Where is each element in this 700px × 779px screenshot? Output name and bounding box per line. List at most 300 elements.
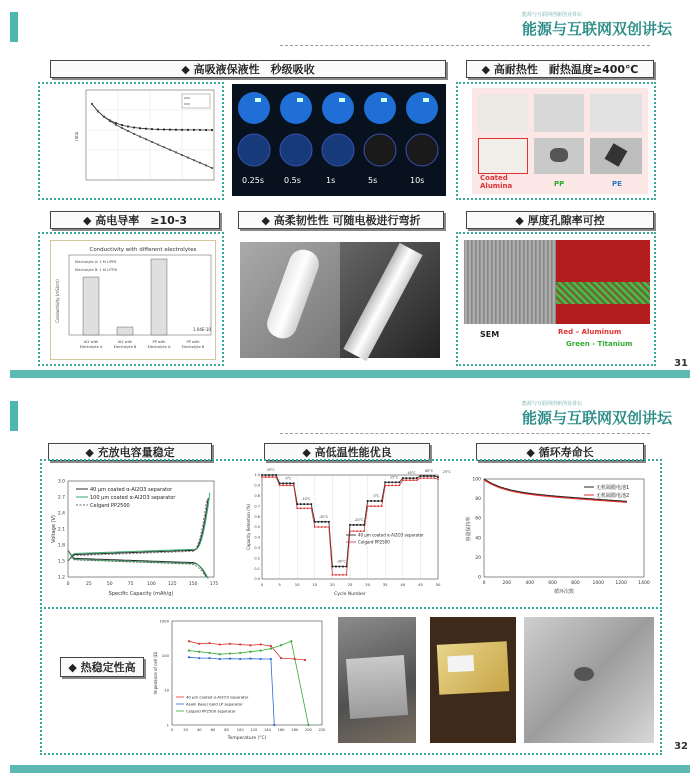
droplet-bottom [280,134,312,166]
page-number: 32 [674,741,688,752]
temp-point [300,503,302,505]
logo-subtitle: 能源与互联网创新创业讲坛 [521,12,582,18]
impedance-legend-label: Celgard PP2500 separator [186,708,236,714]
temp-xtick: 20 [329,582,335,587]
impedance-point [270,645,272,647]
temp-point [381,500,383,502]
temp-point [303,507,305,509]
droplet-highlight [381,98,387,102]
impedance-xtick: 80 [224,728,229,732]
cycle-xtick: 800 [571,581,580,586]
temp-point [346,574,348,576]
temp-point [293,482,295,484]
temp-point [346,566,348,568]
temp-xtick: 35 [382,582,388,587]
impedance-xtick: 180 [291,728,299,732]
impedance-point [249,651,251,653]
temp-level-label: 40°C [407,471,416,476]
temp-point [332,574,334,576]
impedance-point [188,656,190,658]
temp-point [374,500,376,502]
temp-point [332,566,334,568]
impedance-point [229,658,231,660]
impedance-xtick: 20 [183,728,188,732]
thermal-photo-2 [430,617,516,743]
charge-xlabel: Specific Capacity (mAh/g) [108,591,174,597]
charge-ytick: 1.8 [57,543,65,549]
temp-point [398,481,400,483]
temp-point [296,503,298,505]
absorb-point [151,128,153,130]
cycle-chart [462,469,652,599]
temp-point [314,526,316,528]
impedance-point [198,643,200,645]
absorb-point [157,128,159,130]
temp-point [420,475,422,477]
conductivity-category: Electrolyte A [79,345,103,349]
temp-point [349,530,351,532]
temp-level-label: 0°C [373,494,380,498]
logo [521,401,672,428]
temp-level-label: 25°C [390,475,398,480]
temp-point [395,481,397,483]
absorb-point [115,124,117,126]
temp-point [367,505,369,507]
impedance-ytick: 1 [166,722,169,728]
impedance-point [198,657,200,659]
temp-point [430,477,432,479]
charge-xtick: 50 [106,582,113,587]
absorb-point [97,110,99,112]
temp-point [377,505,379,507]
temp-ytick: 0.3 [254,546,260,550]
temp-ytick: 0.5 [254,525,260,530]
charge-xtick: 0 [66,582,70,587]
temp-point [307,507,309,509]
temp-point [423,477,425,479]
temp-level-label: -20°C [354,517,364,522]
cycle-ytick: 60 [475,516,481,522]
conductivity-category: Electrolyte A [147,345,171,349]
conductivity-category: Electrolyte B [113,345,137,349]
absorb-point [133,133,135,135]
temp-point [374,505,376,507]
logo [521,12,672,39]
charge-ytick: 2.7 [57,495,65,501]
absorb-point [181,154,183,156]
temp-level-label: -20°C [319,514,329,519]
title-flex: ◆ 高柔韧性性 可随电极进行弯折 [238,211,444,229]
temp-point [367,500,369,502]
absorb-time-label: 0.25s [242,176,264,185]
alumina-after [478,138,528,174]
temp-point [430,475,432,477]
pe-after [590,138,642,174]
impedance-legend-label: 40 μm coated α-Al2O3 separator [186,694,249,700]
temp-point [427,477,429,479]
impedance-xtick: 140 [264,728,271,732]
charge-legend-label: Celgard PP2500 [90,503,130,509]
header-divider [280,433,650,434]
charge-ytick: 1.2 [57,575,65,581]
cycle-ytick: 20 [475,555,481,561]
temp-point [289,485,291,487]
temp-point [265,476,267,478]
temp-point [384,481,386,483]
temp-point [388,481,390,483]
slide-accent-bar [10,401,18,431]
absorb-time-label: 10s [410,176,425,185]
label-coated-alumina: Coated Alumina [480,174,513,190]
temp-point [339,566,341,568]
temp-point [437,476,439,478]
temp-point [272,476,274,478]
temp-point [412,477,414,479]
temp-point [402,477,404,479]
impedance-point [280,644,282,646]
charge-chart [50,469,220,599]
slide-accent-bar [10,12,18,42]
conductivity-legend-2: Electrolyte B: 1 M LiTFSI [75,268,118,272]
impedance-point [249,658,251,660]
temp-xtick: 30 [365,582,371,587]
temp-level-label: 25°C [442,470,451,475]
cycle-xtick: 1000 [592,581,605,586]
temp-point [296,507,298,509]
temp-point [434,475,436,477]
temp-point [398,485,400,487]
page-number: 31 [674,358,688,369]
absorb-time-label: 0.5s [284,176,301,185]
temp-xtick: 15 [312,582,318,587]
absorb-point [205,129,207,131]
impedance-point [208,642,210,644]
temp-point [317,526,319,528]
temp-point [324,526,326,528]
absorb-point [199,129,201,131]
impedance-ytick: 1000 [159,618,169,624]
droplet-top [280,92,312,124]
logo-title: 能源与互联网双创讲坛 [521,409,672,427]
temp-point [427,475,429,477]
impedance-point [294,658,296,660]
impedance-ytick: 10 [164,687,169,693]
absorb-photo-panel [232,84,446,196]
temp-xtick: 40 [400,582,406,587]
temp-ytick: 0.7 [254,504,260,509]
pp-before [534,94,584,132]
title-thick: ◆ 厚度孔隙率可控 [466,211,654,229]
impedance-point [290,640,292,642]
droplet-bottom [322,134,354,166]
absorb-time-label: 1s [326,176,336,185]
temp-level-label: 0°C [285,476,292,481]
impedance-point [188,640,190,642]
impedance-point [239,652,241,654]
charge-xtick: 175 [209,582,219,587]
cycle-ytick: 40 [475,536,481,542]
temp-point [293,485,295,487]
temp-point [402,479,404,481]
impedance-point [260,658,262,660]
sem-image [464,240,556,324]
slide-32 [0,395,700,779]
footer-bar [10,765,690,773]
droplet-top [238,92,270,124]
absorb-point [211,129,213,131]
charge-xtick: 25 [85,582,92,587]
impedance-point [219,658,221,660]
title-temp: ◆ 高低温性能优良 [264,443,430,461]
cycle-legend-label: 无机隔膜电池2 [596,493,630,499]
cycle-xtick: 1200 [615,581,627,586]
temp-ytick: 0.9 [254,483,260,488]
temp-point [324,521,326,523]
temp-point [328,526,330,528]
temp-point [303,503,305,505]
charge-ytick: 3.0 [57,479,65,485]
droplet-highlight [255,98,261,102]
impedance-xtick: 40 [196,728,202,732]
temp-ytick: 0.8 [254,494,260,498]
impedance-legend-label: Asahi Kasei Gold LP separator [186,701,243,707]
impedance-xtick: 120 [250,728,258,732]
temp-point [321,521,323,523]
temp-ylabel: Capacity Retention (%) [246,503,251,551]
temp-point [409,477,411,479]
title-cycle: ◆ 循环寿命长 [476,443,644,461]
charge-ytick: 1.5 [57,559,65,565]
impedance-point [239,643,241,645]
temp-point [317,521,319,523]
impedance-ytick: 100 [161,652,169,658]
droplet-bottom [238,134,270,166]
temp-chart [246,467,451,599]
logo-subtitle: 能源与互联网创新创业讲坛 [521,401,582,407]
absorb-point [145,138,147,140]
title-thermal: ◆ 热稳定性高 [60,657,144,677]
temp-point [342,566,344,568]
temp-point [279,482,281,484]
label-pe: PE [612,180,622,188]
absorb-point [199,162,201,164]
impedance-xtick: 220 [318,728,326,732]
temp-level-label: -10°C [301,497,311,502]
temp-ytick: 0.2 [254,556,260,561]
temp-point [377,500,379,502]
temp-legend-label: 40 μm coated α-Al2O3 separator [358,532,424,538]
temp-ytick: 0.6 [254,514,260,519]
impedance-point [270,658,272,660]
absorb-point [121,127,123,129]
temp-point [420,477,422,479]
charge-ytick: 2.4 [57,511,65,517]
temp-xtick: 50 [435,582,441,587]
edx-map [556,240,650,324]
absorb-point [211,167,213,169]
cycle-xlabel: 循环次数 [553,589,575,595]
impedance-xtick: 100 [236,728,244,732]
temp-point [353,524,355,526]
temp-ytick: 0.1 [254,566,260,571]
temp-point [314,521,316,523]
sem-red-label: Red – Aluminum [558,328,622,336]
temp-ytick: 0.0 [254,577,260,582]
conductivity-ylabel: Conductivity (mS/cm) [55,279,60,323]
title-conduct: ◆ 高电导率 ≥10-3 [50,211,220,229]
temp-point [275,476,277,478]
charge-ytick: 2.1 [57,527,65,533]
conductivity-legend-1: Electrolyte A: 1 M LiPF6 [75,260,117,264]
impedance-point [229,643,231,645]
conductivity-category: Electrolyte B [181,345,205,349]
temp-point [328,521,330,523]
temp-point [434,477,436,479]
temp-point [353,530,355,532]
droplet-highlight [297,98,303,102]
conductivity-category: PP with [152,340,166,344]
temp-point [268,474,270,476]
temp-point [286,482,288,484]
cycle-xtick: 1400 [638,581,650,586]
temp-point [370,500,372,502]
temp-point [335,574,337,576]
absorb-point [187,129,189,131]
absorb-point [187,156,189,158]
temp-ytick: 1.0 [254,473,260,478]
impedance-point [188,650,190,652]
temp-point [310,507,312,509]
absorb-point [109,120,111,122]
temp-point [409,479,411,481]
charge-ylabel: Voltage (V) [51,515,57,543]
absorb-point [169,149,171,151]
temp-point [388,485,390,487]
temp-point [391,485,393,487]
temp-point [437,478,439,480]
impedance-point [229,652,231,654]
temp-point [286,485,288,487]
sem-panel [464,240,650,358]
temp-level-label: 25°C [266,468,275,472]
absorb-point [151,141,153,143]
flex-photo-panel [240,242,440,358]
cycle-xtick: 0 [482,581,486,586]
absorb-point [181,129,183,131]
conductivity-bar [117,327,133,335]
temp-point [405,479,407,481]
droplet-bottom [406,134,438,166]
temp-point [265,474,267,476]
droplet-bottom [364,134,396,166]
cycle-xtick: 400 [525,581,535,586]
absorb-point [103,116,105,118]
cycle-ytick: 80 [475,497,481,503]
absorb-point [157,143,159,145]
temp-point [416,477,418,479]
impedance-point [208,652,210,654]
conductivity-category: AI2 with [117,340,133,344]
logo-title: 能源与互联网双创讲坛 [521,20,672,38]
temp-point [405,477,407,479]
impedance-xlabel: Temperature (°C) [227,736,267,741]
cycle-legend-label: 无机隔膜电池1 [596,485,630,491]
temp-xtick: 45 [417,582,423,587]
temp-point [381,505,383,507]
thermal-photo-1 [338,617,416,743]
charge-xtick: 75 [127,582,134,587]
droplet-highlight [423,98,429,102]
temp-point [310,503,312,505]
temp-point [363,524,365,526]
temp-point [384,485,386,487]
temp-point [412,479,414,481]
temp-xlabel: Cycle Number [334,592,366,597]
temp-point [356,524,358,526]
charge-xtick: 150 [188,582,198,587]
temp-point [289,482,291,484]
impedance-point [239,658,241,660]
temp-point [275,474,277,476]
conductivity-chart [50,240,216,360]
temp-point [261,474,263,476]
label-pp: PP [554,180,565,188]
impedance-point [280,657,282,659]
conductivity-bar [151,259,167,335]
impedance-xtick: 160 [277,728,285,732]
impedance-point [219,643,221,645]
impedance-point [198,651,200,653]
pp-after [534,138,584,174]
impedance-xtick: 60 [210,728,216,732]
absorb-point [175,151,177,153]
temp-point [307,503,309,505]
charge-xtick: 100 [147,582,156,587]
temp-point [349,524,351,526]
title-absorb: ◆ 高吸液保液性 秒级吸收 [50,60,446,78]
impedance-point [260,650,262,652]
temp-point [339,574,341,576]
absorb-chart [50,86,218,194]
impedance-xtick: 200 [304,728,312,732]
sem-label: SEM [480,330,500,339]
alumina-before [478,94,528,132]
temp-xtick: 0 [260,582,264,587]
impedance-point [273,724,275,726]
sem-legend [464,324,650,358]
cycle-ytick: 100 [472,477,481,483]
flex-photo-right [340,242,440,358]
absorb-point [139,127,141,129]
temp-xtick: 25 [347,582,353,587]
cycle-xtick: 200 [502,581,512,586]
footer-bar [10,370,690,378]
charge-xtick: 125 [167,582,177,587]
cycle-ylabel: 容量保持率 [466,516,472,542]
absorb-point [121,124,123,126]
impedance-point [307,724,309,726]
temp-point [360,524,362,526]
temp-point [416,479,418,481]
cycle-ytick: 0 [478,575,481,581]
slide-31 [0,0,700,382]
conductivity-bar-label: 1.04E-10 [193,327,211,332]
absorb-point [163,146,165,148]
temp-point [282,482,284,484]
absorb-point [193,159,195,161]
absorb-point [205,164,207,166]
impedance-point [219,653,221,655]
